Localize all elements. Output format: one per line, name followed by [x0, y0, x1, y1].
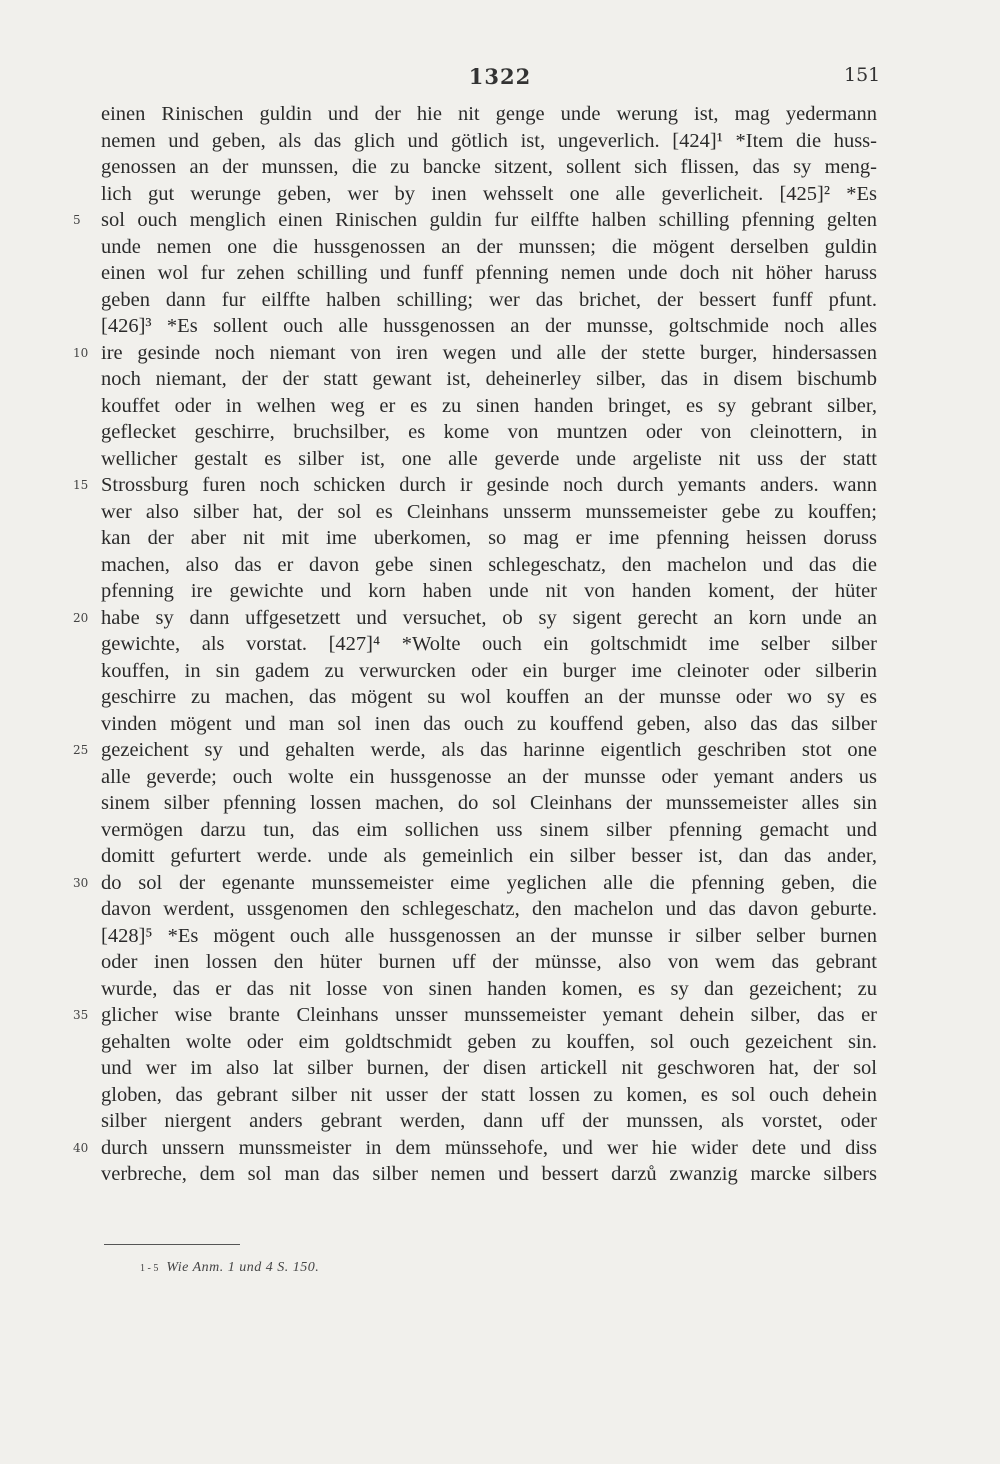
line-text: geschirre zu machen, das mögent su wol kouffen an der munsse oder wo sy es: [101, 686, 877, 708]
line-text: domitt gefurtert werde. unde als gemeinlich ein silber besser ist, dan das ander,: [101, 845, 877, 867]
text-line: [101, 790, 877, 817]
line-number: 30: [73, 875, 89, 890]
footnote-ref: 1 - 5: [140, 1263, 159, 1274]
text-line: [101, 684, 877, 711]
line-number: 40: [73, 1140, 89, 1155]
line-text: einen Rinischen guldin und der hie nit genge unde werung ist, mag yedermann: [101, 103, 877, 125]
text-line: [73, 1002, 877, 1029]
text-line: [101, 154, 877, 181]
text-line: [73, 472, 877, 499]
text-line: [73, 737, 877, 764]
text-line: [101, 260, 877, 287]
line-text: globen, das gebrant silber nit usser der statt lossen zu komen, es sol ouch dehein: [101, 1083, 877, 1106]
text-line: [73, 207, 877, 234]
line-text: kouffet oder in welhen weg er es zu sinen handen bringet, es sy gebrant silber,: [101, 394, 877, 417]
text-line: [101, 234, 877, 261]
line-text: sol ouch menglich einen Rinischen guldin fur eilffte halben schilling pfenning gelten: [101, 209, 877, 231]
line-text: wellicher gestalt es silber ist, one alle geverde unde argeliste nit uss der statt: [101, 447, 877, 470]
text-line: [73, 870, 877, 897]
text-line: [73, 340, 877, 367]
text-line: [101, 446, 877, 473]
text-line: [101, 101, 877, 128]
line-number: 20: [73, 610, 89, 625]
text-line: [101, 896, 877, 923]
line-text: noch niemant, der der statt gewant ist, deheinerley silber, das in disem bischumb: [101, 368, 877, 390]
text-line: [101, 393, 877, 420]
line-text: gezeichent sy und gehalten werde, als das harinne eigentlich geschriben stot one: [101, 739, 877, 761]
line-text: nemen und geben, als das glich und götlich ist, ungeverlich. [424]¹ *Item die huss-: [101, 129, 877, 152]
line-text: [426]³ *Es sollent ouch alle hussgenossen an der munsse, goltschmide noch alles: [101, 315, 877, 337]
line-text: alle geverde; ouch wolte ein hussgenosse an der munsse oder yemant anders us: [101, 765, 877, 788]
text-line: [101, 949, 877, 976]
line-text: einen wol fur zehen schilling und funff pfenning nemen unde doch nit höher haruss: [101, 262, 877, 284]
line-text: vermögen darzu tun, das eim sollichen uss sinem silber pfenning gemacht und: [101, 818, 877, 841]
text-line: [101, 552, 877, 579]
body-text: [0, 101, 1000, 1188]
text-line: [101, 313, 877, 340]
line-text: kouffen, in sin gadem zu verwurcken oder ein burger ime cleinoter oder silberin: [101, 659, 877, 682]
text-line: [101, 711, 877, 738]
line-text: [428]⁵ *Es mögent ouch alle hussgenossen an der munsse ir silber selber burnen: [101, 924, 877, 947]
line-text: verbreche, dem sol man das silber nemen und bessert darzů zwanzig marcke silbers: [101, 1163, 877, 1185]
text-line: [101, 976, 877, 1003]
line-text: kan der aber nit mit ime uberkomen, so mag er ime pfenning heissen doruss: [101, 527, 877, 549]
text-line: [101, 287, 877, 314]
text-line: [101, 578, 877, 605]
line-text: lich gut werunge geben, wer by inen wehsselt one alle geverlicheit. [425]² *Es: [101, 182, 877, 205]
text-line: [101, 181, 877, 208]
text-line: [101, 499, 877, 526]
line-text: davon werdent, ussgenomen den schlegeschatz, den machelon und das davon geburte.: [101, 898, 877, 920]
line-number: 35: [73, 1008, 89, 1022]
line-number: 10: [73, 345, 89, 360]
line-text: glicher wise brante Cleinhans unsser munssemeister yemant dehein silber, das er: [101, 1004, 877, 1026]
text-line: [101, 1161, 877, 1188]
footnote-rule: [104, 1244, 240, 1245]
footnote: [140, 1260, 319, 1276]
line-text: machen, also das er davon gebe sinen schlegeschatz, den machelon und das die: [101, 553, 877, 576]
text-line: [101, 366, 877, 393]
page-number: 151: [844, 64, 881, 86]
text-line: [101, 1082, 877, 1109]
line-text: silber niergent anders gebrant werden, dann uff der munssen, als vorstet, oder: [101, 1110, 877, 1132]
line-text: wer also silber hat, der sol es Cleinhans unsserm munssemeister gebe zu kouffen;: [101, 500, 877, 523]
text-line: [101, 1108, 877, 1135]
line-text: gehalten wolte oder eim goldtschmidt geben zu kouffen, sol ouch gezeichent sin.: [101, 1030, 877, 1053]
line-text: sinem silber pfenning lossen machen, do sol Cleinhans der munssemeister alles sin: [101, 792, 877, 814]
text-line: [101, 764, 877, 791]
text-line: [101, 923, 877, 950]
line-text: ire gesinde noch niemant von iren wegen und alle der stette burger, hindersassen: [101, 341, 877, 364]
line-text: gewichte, als vorstat. [427]⁴ *Wolte ouch ein goltschmidt ime selber silber: [101, 633, 877, 655]
text-line: [101, 658, 877, 685]
text-line: [101, 419, 877, 446]
line-text: oder inen lossen den hüter burnen uff der münsse, also von wem das gebrant: [101, 951, 877, 973]
line-text: geben dann fur eilffte halben schilling; wer das brichet, der bessert funff pfunt.: [101, 288, 877, 311]
line-text: durch unssern munssmeister in dem münssehofe, und wer hie wider dete und diss: [101, 1136, 877, 1159]
text-line: [101, 631, 877, 658]
text-line: [73, 605, 877, 632]
text-line: [101, 843, 877, 870]
running-header-year: 1322: [468, 64, 532, 89]
text-line: [101, 817, 877, 844]
text-line: [73, 1135, 877, 1162]
line-number: 25: [73, 743, 89, 757]
line-text: wurde, das er das nit losse von sinen handen komen, es sy dan gezeichent; zu: [101, 977, 877, 1000]
line-text: habe sy dann uffgesetzett und versuchet, ob sy sigent gerecht an korn unde an: [101, 606, 877, 629]
line-text: und wer im also lat silber burnen, der disen artickell nit geschworen hat, der sol: [101, 1057, 877, 1079]
text-line: [101, 1029, 877, 1056]
line-text: geflecket geschirre, bruchsilber, es kome von muntzen oder von cleinottern, in: [101, 421, 877, 443]
line-number: 15: [73, 478, 89, 492]
line-text: do sol der egenante munssemeister eime yeglichen alle die pfenning geben, die: [101, 871, 877, 894]
line-text: vinden mögent und man sol inen das ouch zu kouffend geben, also das das silber: [101, 712, 877, 735]
line-number: 5: [73, 213, 81, 227]
line-text: pfenning ire gewichte und korn haben unde nit von handen koment, der hüter: [101, 580, 877, 602]
line-text: Strossburg furen noch schicken durch ir gesinde noch durch yemants anders. wann: [101, 474, 877, 496]
text-line: [101, 525, 877, 552]
line-text: unde nemen one die hussgenossen an der munssen; die mögent derselben guldin: [101, 235, 877, 258]
text-line: [101, 1055, 877, 1082]
footnote-text: Wie Anm. 1 und 4 S. 150.: [166, 1260, 320, 1275]
line-text: genossen an der munssen, die zu bancke sitzent, sollent sich flissen, das sy meng-: [101, 156, 877, 178]
text-line: [101, 128, 877, 155]
